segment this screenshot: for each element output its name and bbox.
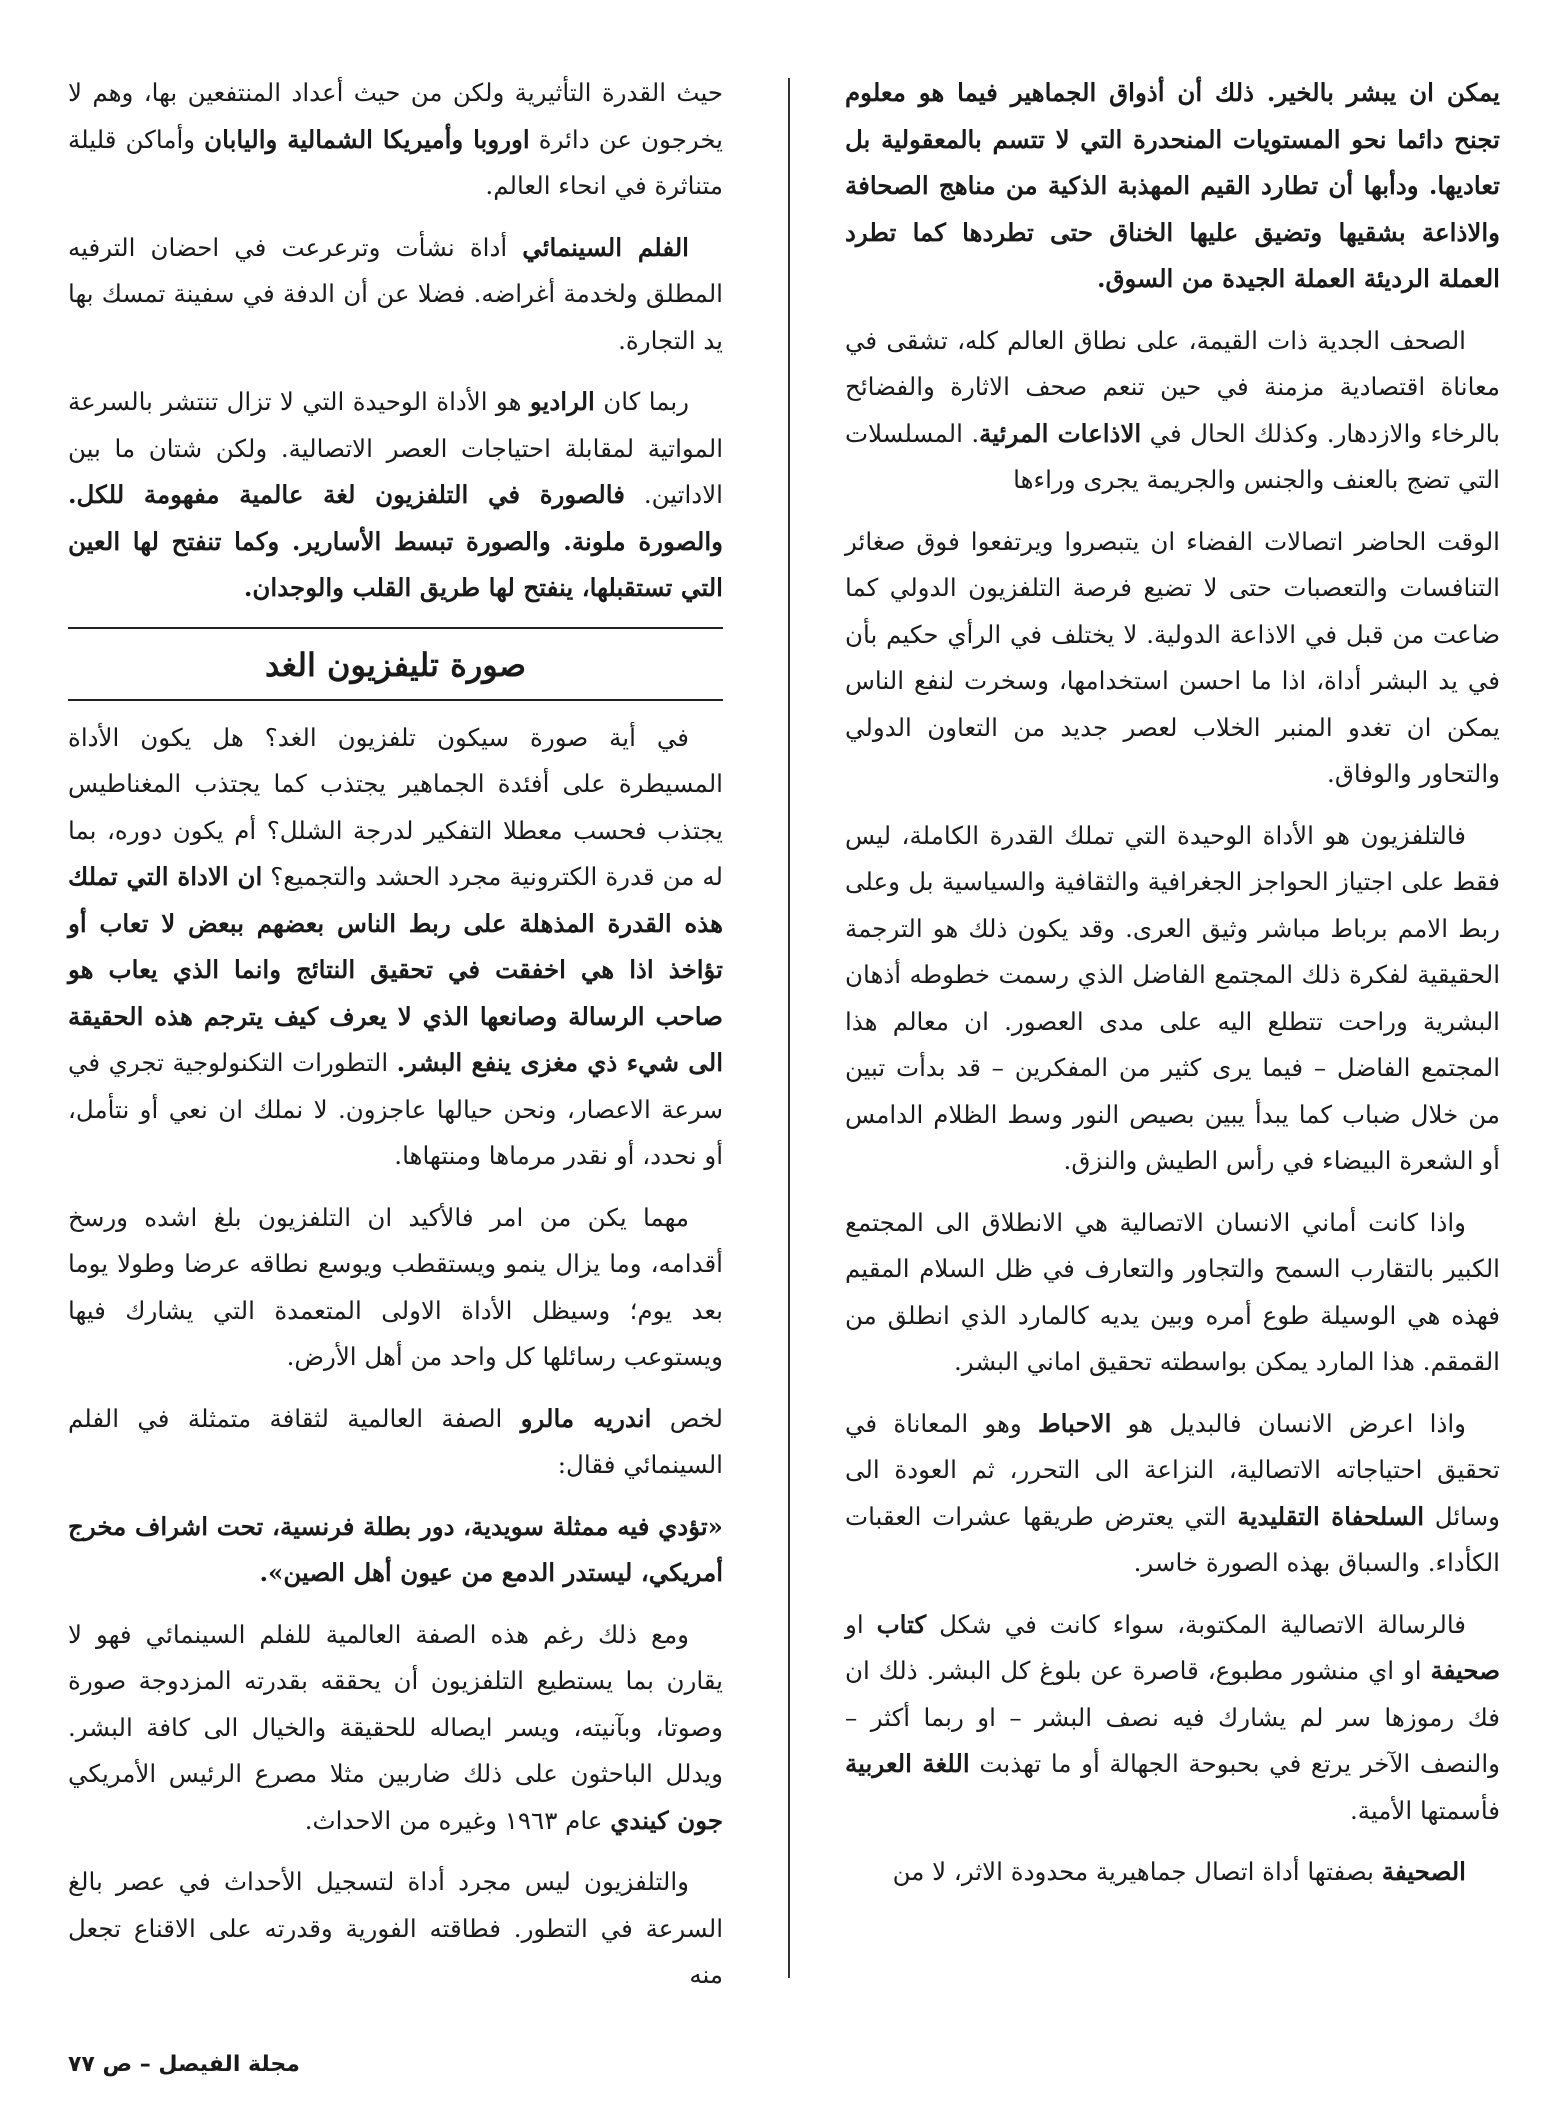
paragraph: ومع ذلك رغم هذه الصفة العالمية للفلم السينمائي فهو لا يقارن بما يستطيع التلفزيون أن يحققه بقدرته المزدوجة صورة وصوتا، وبآنيته، ويسر ايصاله للحقيقة والخيال الى كافة البشر. ويدلل الباحثون على ذلك ضاربين مثلا مصرع الرئيس الأمريكي جون كيندي عام ١٩٦٣ وغيره من الاحداث.	[68, 1619, 723, 1835]
paragraph: الصحف الجدية ذات القيمة، على نطاق العالم كله، تشقى في معاناة اقتصادية مزمنة في حين تنعم صحف الاثارة والفضائح بالرخاء والازدهار. وكذلك الحال في الاذاعات المرئية. المسلسلات التي تضج بالعنف والجنس والجريمة يجرى وراءها	[845, 325, 1500, 494]
bold-phrase: كتاب	[876, 1609, 927, 1639]
section-rule	[68, 699, 723, 701]
bold-phrase: الصحيفة	[1381, 1857, 1466, 1886]
bold-phrase: الاحباط	[1037, 1408, 1112, 1438]
paragraph: والتلفزيون ليس مجرد أداة لتسجيل الأحداث في عصر بالغ السرعة في التطور. فطاقته الفورية وقدرته على الاقناع تجعل منه	[68, 1867, 723, 1989]
page-footer: مجلة الفيصل – ص ٧٧	[68, 2052, 300, 2077]
bold-phrase: الفلم السينمائي	[522, 232, 689, 262]
quote: «تؤدي فيه ممثلة سويدية، دور بطلة فرنسية، تحت اشراف مخرج أمريكي، ليستدر الدمع من عيون أهل الصين».	[68, 1511, 723, 1587]
bold-phrase: اوروبا وأميريكا الشمالية واليابان	[204, 124, 530, 154]
bold-phrase: اندريه مالرو	[520, 1403, 652, 1433]
bold-phrase: فالصورة في التلفزيون لغة عالمية مفهومة للكل. والصورة ملونة. والصورة تبسط الأسارير. وكما تنفتح لها العين التي تستقبلها، ينفتح لها طريق القلب والوجدان.	[68, 480, 723, 602]
paragraph: مهما يكن من امر فالأكيد ان التلفزيون بلغ اشده ورسخ أقدامه، وما يزال ينمو ويستقطب ويوسع نطاقه عرضا وطولا يوما بعد يوم؛ وسيظل الأداة الاولى المتعمدة التي يشارك فيها ويستوعب رسائلها كل واحد من أهل الأرض.	[68, 1202, 723, 1371]
paragraph: الوقت الحاضر اتصالات الفضاء ان يتبصروا ويرتفعوا فوق صغائر التنافسات والتعصبات حتى لا تضيع فرصة التلفزيون الدولي كما ضاعت من قبل في الاذاعة الدولية. لا يختلف في الرأي حكيم بأن في يد البشر أداة، اذا ما احسن استخدامها، وسخرت لنفع الناس يمكن ان تغدو المنبر الخلاب لعصر جديد من التعاون الدولي والتحاور والوفاق.	[845, 526, 1500, 788]
paragraph: لخص اندريه مالرو الصفة العالمية لثقافة متمثلة في الفلم السينمائي فقال:	[68, 1403, 723, 1479]
bold-phrase: السلحفاة التقليدية	[1237, 1501, 1425, 1531]
bold-phrase: الراديو	[529, 387, 595, 416]
bold-phrase: ان الاداة التي تملك هذه القدرة المذهلة على ربط الناس بعضهم ببعض لا تعاب أو تؤاخذ اذا هي اخفقت في تحقيق النتائج وانما الذي يعاب هو صاحب الرسالة وصانعها الذي لا يعرف كيف يترجم هذه الحقيقة الى شيء ذي مغزى ينفع البشر.	[68, 862, 723, 1077]
right-column	[845, 70, 1500, 1911]
paragraph: في أية صورة سيكون تلفزيون الغد؟ هل يكون الأداة المسيطرة على أفئدة الجماهير يجتذب كما يجتذب المغناطيس يجتذب فحسب معطلا التفكير لدرجة الشلل؟ أم يكون دوره، بما له من قدرة الكترونية مجرد الحشد والتجميع؟ ان الاداة التي تملك هذه القدرة المذهلة على ربط الناس بعضهم ببعض لا تعاب أو تؤاخذ اذا هي اخفقت في تحقيق النتائج وانما الذي يعاب هو صاحب الرسالة وصانعها الذي لا يعرف كيف يترجم هذه الحقيقة الى شيء ذي مغزى ينفع البشر. التطورات التكنولوجية تجري في سرعة الاعصار، ونحن حيالها عاجزون. لا نملك ان نعي أو نتأمل، أو نحدد، أو نقدر مرماها ومنتهاها.	[68, 722, 723, 1170]
bold-phrase: جون كيندي	[610, 1805, 723, 1835]
paragraph: واذا كانت أماني الانسان الاتصالية هي الانطلاق الى المجتمع الكبير بالتقارب السمح والتجاور والتعارف في ظل السلام المقيم فهذه هي الوسيلة طوع أمره وبين يديه كالمارد الذي انطلق من القمقم. هذا المارد يمكن بواسطته تحقيق اماني البشر.	[845, 1207, 1500, 1376]
bold-phrase: الاذاعات المرئية	[979, 418, 1142, 448]
paragraph: فالتلفزيون هو الأداة الوحيدة التي تملك القدرة الكاملة، ليس فقط على اجتياز الحواجز الجغرافية والثقافية والسياسية بل وعلى ربط الامم برباط مباشر وثيق العرى. وقد يكون ذلك هو الترجمة الحقيقية لفكرة ذلك المجتمع الفاضل الذي رسمت خطوطه أذهان البشرية وراحت تتطلع اليه على مدى العصور. ان معالم هذا المجتمع الفاضل – فيما يرى كثير من المفكرين – قد بدأت تبين من خلال ضباب كما يبدأ يبين بصيص النور وسط الظلام الدامس أو الشعرة البيضاء في رأس الطيش والنزق.	[845, 820, 1500, 1175]
paragraph: واذا اعرض الانسان فالبديل هو الاحباط وهو المعاناة في تحقيق احتياجاته الاتصالية، النزاعة الى التحرر، ثم العودة الى وسائل السلحفاة التقليدية التي يعترض طريقها عشرات العقبات الكأداء. والسباق بهذه الصورة خاسر.	[845, 1408, 1500, 1577]
bold-phrase: صحيفة	[1430, 1656, 1500, 1685]
paragraph: ربما كان الراديو هو الأداة الوحيدة التي لا تزال تنتشر بالسرعة المواتية لمقابلة احتياجات العصر الاتصالية. ولكن شتان ما بين الاداتين. فالصورة في التلفزيون لغة عالمية مفهومة للكل. والصورة ملونة. والصورة تبسط الأسارير. وكما تنفتح لها العين التي تستقبلها، ينفتح لها طريق القلب والوجدان.	[68, 387, 723, 602]
paragraph: الصحيفة بصفتها أداة اتصال جماهيرية محدودة الاثر، لا من	[892, 1857, 1466, 1886]
bold-phrase: اللغة العربية	[845, 1749, 970, 1778]
left-column	[68, 70, 723, 2014]
paragraph: حيث القدرة التأثيرية ولكن من حيث أعداد المنتفعين بها، وهم لا يخرجون عن دائرة اوروبا وأميريكا الشمالية واليابان وأماكن قليلة متناثرة في انحاء العالم.	[68, 78, 724, 200]
paragraph: الفلم السينمائي أداة نشأت وترعرعت في احضان الترفيه المطلق ولخدمة أغراضه. فضلا عن أن الدفة في سفينة تمسك بها يد التجارة.	[68, 232, 723, 355]
section-heading: صورة تليفزيون الغد	[264, 645, 526, 684]
column-divider	[788, 78, 790, 1978]
paragraph: فالرسالة الاتصالية المكتوبة، سواء كانت في شكل كتاب او صحيفة او اي منشور مطبوع، قاصرة عن بلوغ كل البشر. ذلك ان فك رموزها سر لم يشارك فيه نصف البشر – او ربما أكثر – والنصف الآخر يرتع في بحبوحة الجهالة أو ما تهذبت اللغة العربية فأسمتها الأمية.	[845, 1609, 1500, 1825]
lead-paragraph: يمكن ان يبشر بالخير. ذلك أن أذواق الجماهير فيما هو معلوم تجنح دائما نحو المستويات المنحدرة التي لا تتسم بالمعقولية بل تعاديها. ودأبها أن تطارد القيم المهذبة الذكية من مناهج الصحافة والاذاعة بشقيها وتضيق عليها الخناق حتى تطردها كما تطرد العملة الرديئة العملة الجيدة من السوق.	[845, 78, 1500, 293]
